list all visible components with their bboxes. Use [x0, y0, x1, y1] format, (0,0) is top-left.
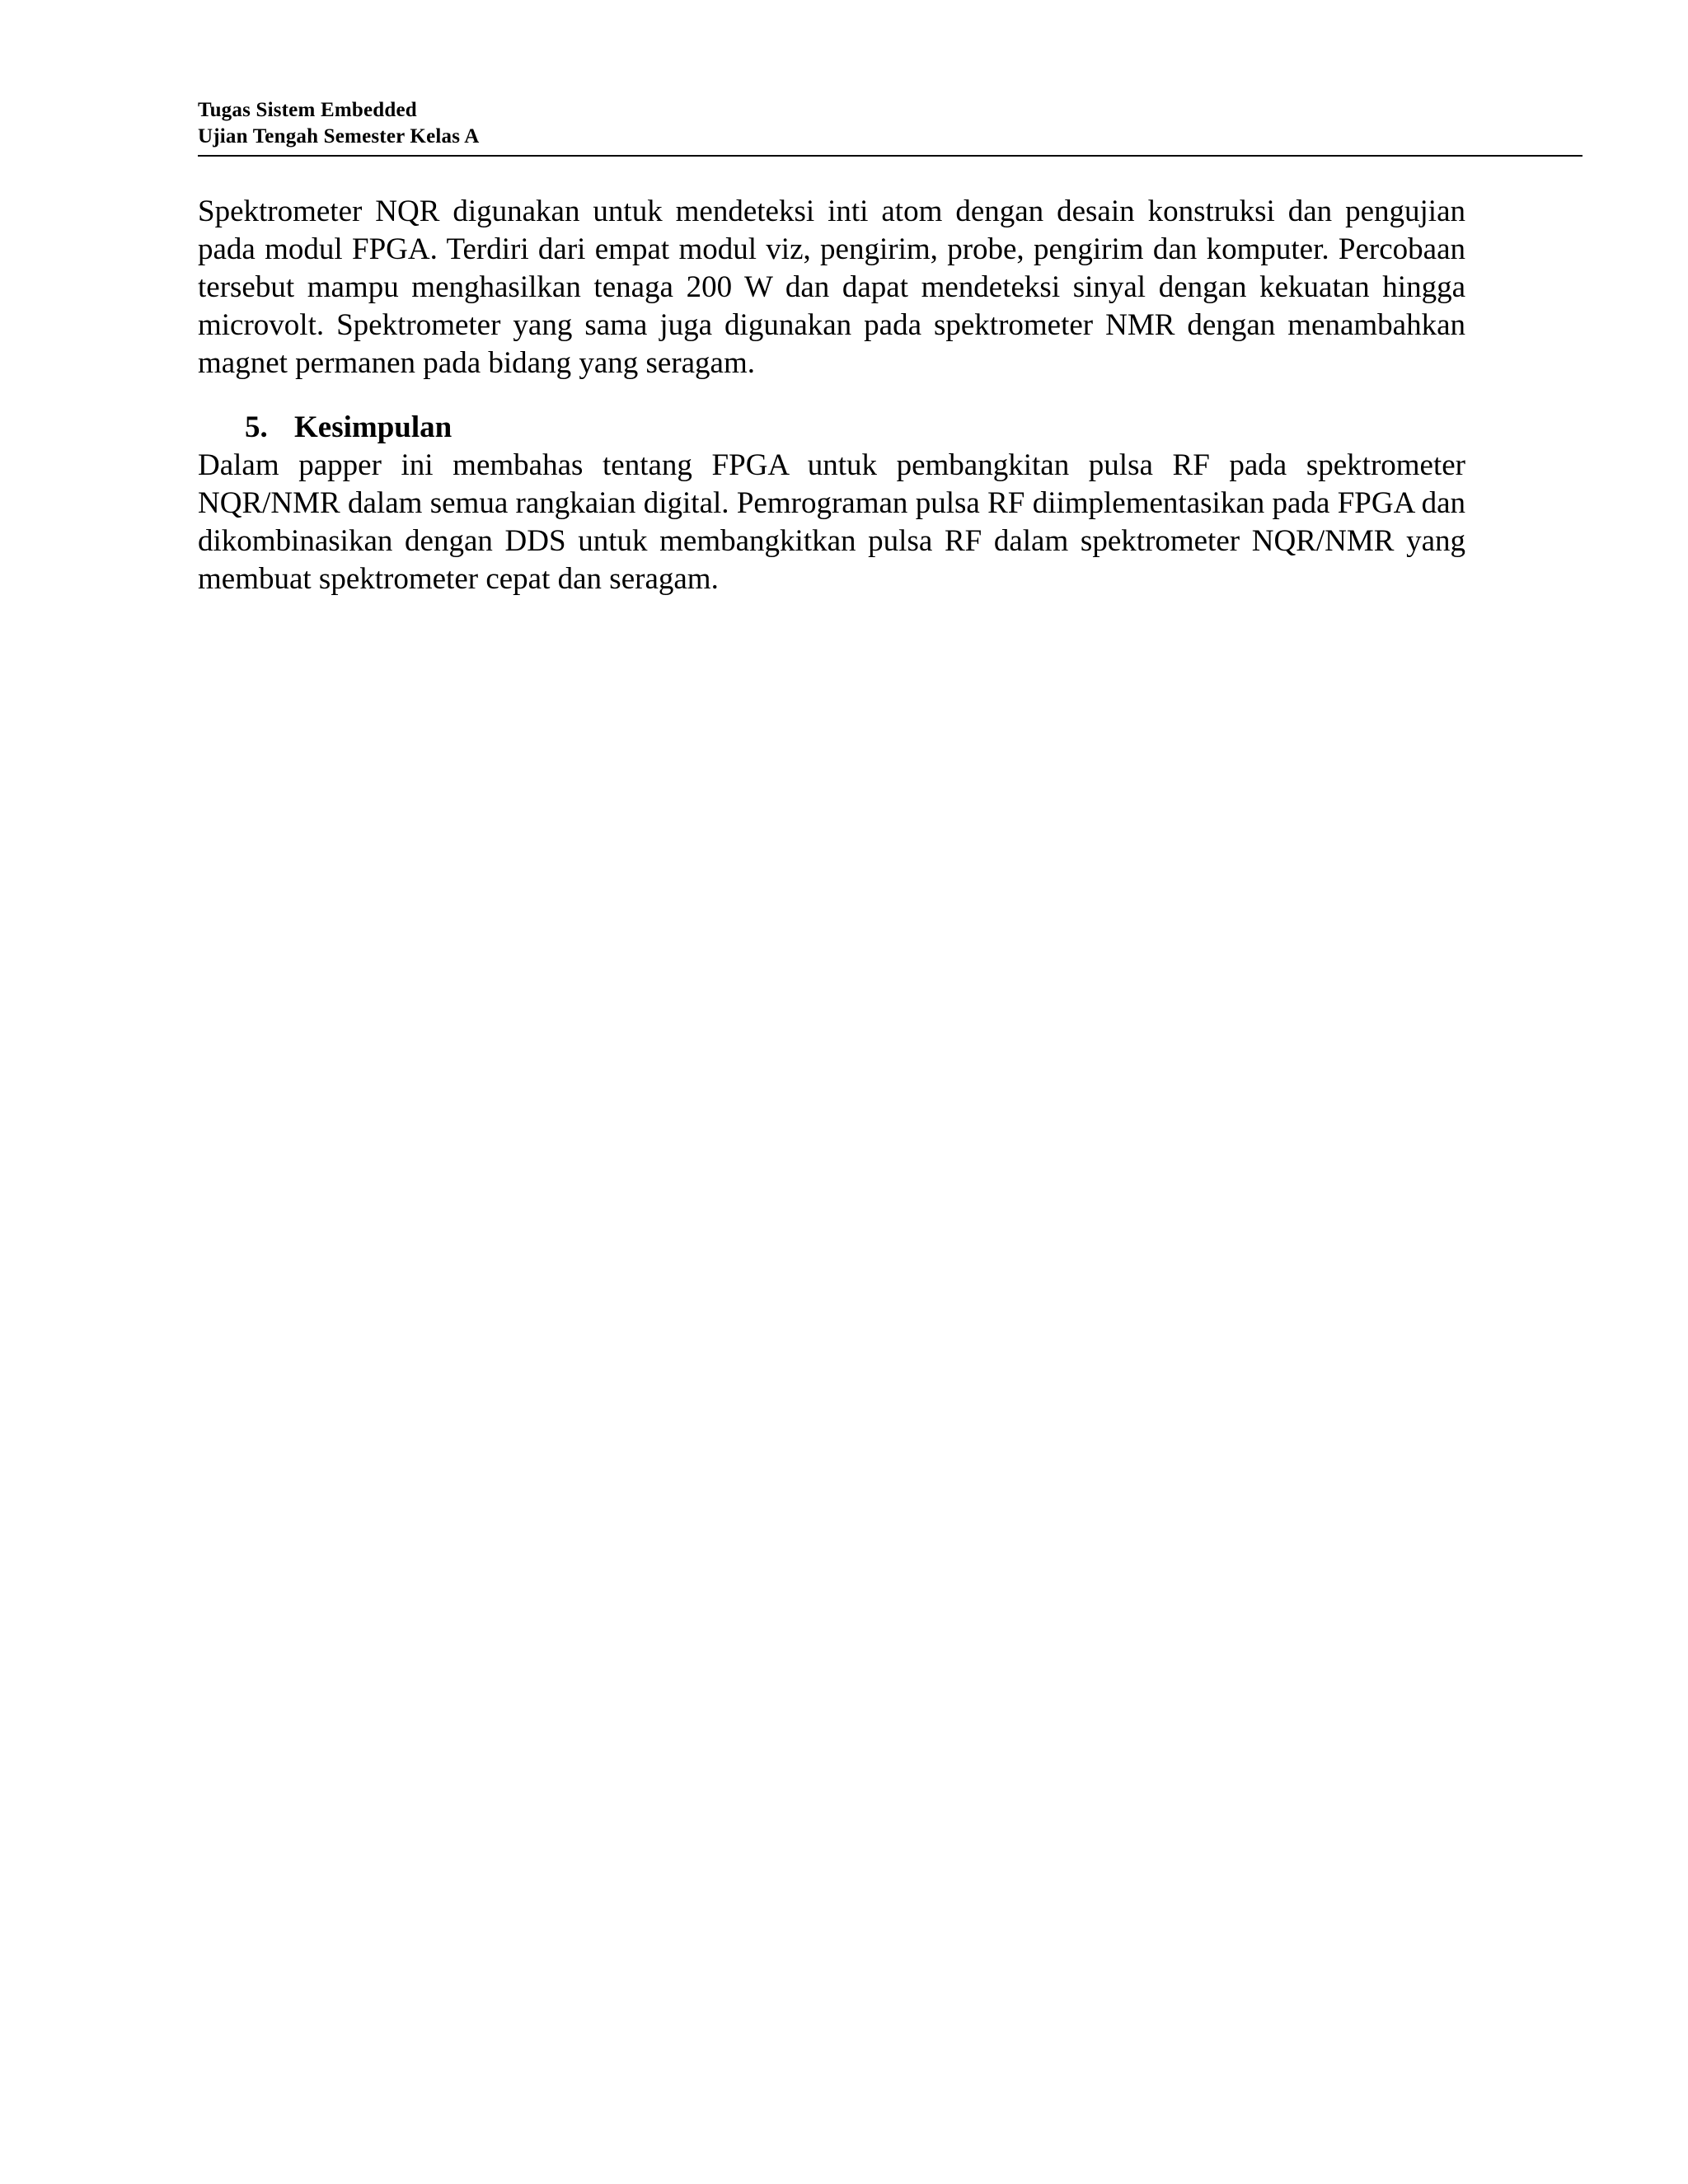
conclusion-paragraph: Dalam papper ini membahas tentang FPGA untuk pembangkitan pulsa RF pada spektrometer NQR/NMR dalam semua rangkaian digital. Pemrograman pulsa RF diimplementasikan pada FPGA dan dikombinasikan dengan DDS untuk membangkitkan pulsa RF dalam spektrometer NQR/NMR yang membuat spektrometer cepat dan seragam. [198, 448, 1465, 596]
header-exam-title: Ujian Tengah Semester Kelas A [198, 125, 480, 148]
section-heading-kesimpulan [198, 409, 1465, 447]
section-number: 5. [245, 410, 268, 444]
header-divider [198, 155, 1582, 157]
header-course-title: Tugas Sistem Embedded [198, 99, 417, 121]
body-paragraph-1: Spektrometer NQR digunakan untuk mendeteksi inti atom dengan desain konstruksi dan pengujian pada modul FPGA. Terdiri dari empat modul viz, pengirim, probe, pengirim dan komputer. Percobaan tersebut mampu menghasilkan tenaga 200 W dan dapat mendeteksi sinyal dengan kekuatan hingga microvolt. Spektrometer yang sama juga digunakan pada spektrometer NMR dengan menambahkan magnet permanen pada bidang yang seragam. [198, 194, 1465, 380]
section-title: Kesimpulan [294, 410, 452, 444]
page-header [198, 97, 1582, 150]
document-body [198, 193, 1465, 598]
